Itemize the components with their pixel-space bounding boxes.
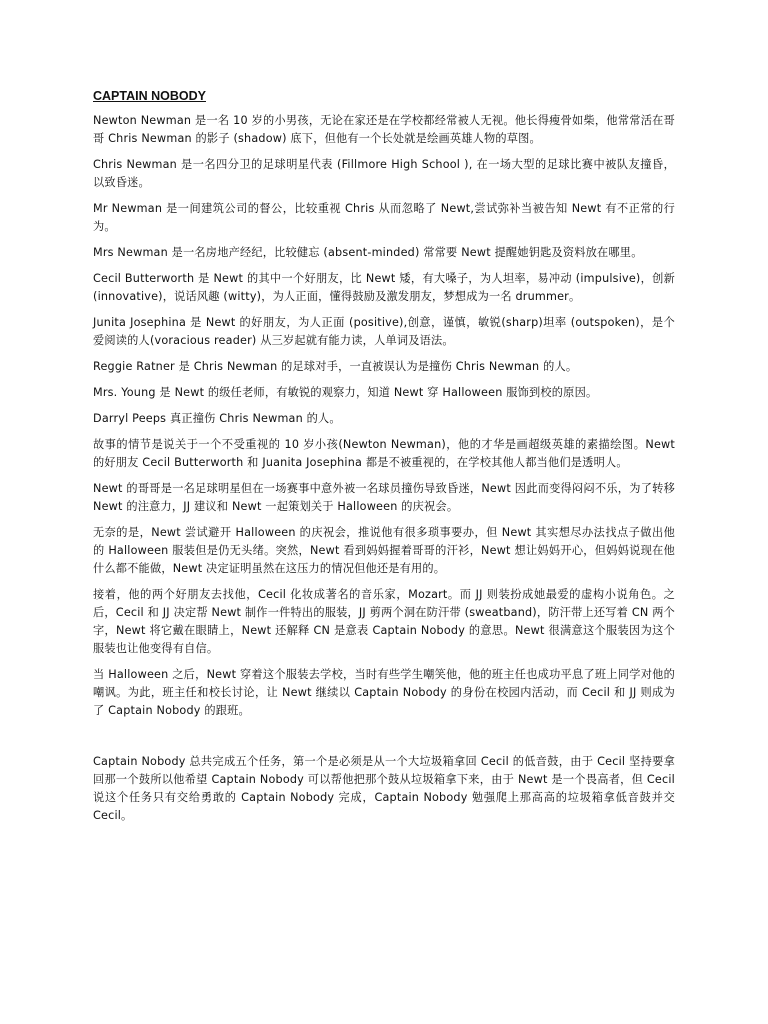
paragraph-spacer (93, 728, 675, 753)
paragraph-chris-newman: Chris Newman 是一名四分卫的足球明星代表 (Fillmore High School ), 在一场大型的足球比赛中被队友撞昏，以致昏迷。 (93, 158, 675, 189)
document-title: CAPTAIN NOBODY (93, 89, 206, 103)
paragraph-cecil-butterworth: Cecil Butterworth 是 Newt 的其中一个好朋友，比 Newt 矮，有大嗓子，为人坦率，易冲动 (impulsive)，创新 (innovative)，说话风趣 (witty)，为人正面，懂得鼓励及激发朋友，梦想成为一名 drummer。 (93, 272, 675, 303)
document-page (93, 88, 675, 833)
paragraph-first-mission: Captain Nobody 总共完成五个任务，第一个是必须是从一个大垃圾箱拿回 Cecil 的低音鼓，由于 Cecil 坚持要拿回那一个鼓所以他希望 Captain Nobody 可以帮他把那个鼓从垃圾箱拿下来，由于 Newt 是一个畏高者，但 Cecil 说这个任务只有交给勇敢的 Captain Nobody 完成，Captain Nobody 勉强爬上那高高的垃圾箱拿低音鼓并交 Cecil。 (93, 755, 675, 822)
paragraph-mrs-newman: Mrs Newman 是一名房地产经纪，比较健忘 (absent-minded) 常常要 Newt 提醒她钥匙及资料放在哪里。 (93, 246, 643, 259)
paragraph-darryl-peeps: Darryl Peeps 真正撞伤 Chris Newman 的人。 (93, 412, 341, 425)
paragraph-plot-intro: 故事的情节是说关于一个不受重视的 10 岁小孩(Newton Newman)，他的才华是画超级英雄的素描绘图。Newt 的好朋友 Cecil Butterworth 和 Juanita Josephina 都是不被重视的，在学校其他人都当他们是透明人。 (93, 438, 675, 469)
paragraph-friends-help: 接着，他的两个好朋友去找他，Cecil 化妆成著名的音乐家，Mozart。而 JJ 则装扮成她最爱的虚构小说角色。之后，Cecil 和 JJ 决定帮 Newt 制作一件特出的服装，JJ 剪两个洞在防汗带 (sweatband)，防汗带上还写着 CN 两个字，Newt 将它戴在眼睛上，Newt 还解释 CN 是意表 Captain Nobody 的意思。Newt 很满意这个服装因为这个服装也让他变得有自信。 (93, 588, 675, 655)
paragraph-newton-newman: Newton Newman 是一名 10 岁的小男孩，无论在家还是在学校都经常被人无视。他长得瘦骨如柴，他常常活在哥哥 Chris Newman 的影子 (shadow) 底下，但他有一个长处就是绘画英雄人物的草图。 (93, 114, 675, 145)
paragraph-junita-josephina: Junita Josephina 是 Newt 的好朋友，为人正面 (positive),创意，谨慎，敏锐(sharp)坦率 (outspoken)，是个爱阅读的人(voracious reader) 从三岁起就有能力读，人单词及语法。 (93, 316, 675, 347)
paragraph-mr-newman: Mr Newman 是一间建筑公司的督公，比较重视 Chris 从而忽略了 Newt,尝试弥补当被告知 Newt 有不正常的行为。 (93, 202, 675, 233)
paragraph-halloween-costume: 无奈的是，Newt 尝试避开 Halloween 的庆祝会，推说他有很多琐事要办，但 Newt 其实想尽办法找点子做出他的 Halloween 服装但是仍无头绪。突然，Newt 看到妈妈握着哥哥的汗衫，Newt 想让妈妈开心，但妈妈说现在他什么都不能做，Newt 决定证明虽然在这压力的情况但他还是有用的。 (93, 526, 675, 575)
paragraph-after-halloween: 当 Halloween 之后，Newt 穿着这个服装去学校，当时有些学生嘲笑他，他的班主任也成功平息了班上同学对他的嘲讽。为此，班主任和校长讨论，让 Newt 继续以 Captain Nobody 的身份在校园内活动，而 Cecil 和 JJ 则成为了 Captain Nobody 的跟班。 (93, 668, 675, 717)
paragraph-brother-injury: Newt 的哥哥是一名足球明星但在一场赛事中意外被一名球员撞伤导致昏迷，Newt 因此而变得闷闷不乐，为了转移 Newt 的注意力，JJ 建议和 Newt 一起策划关于 Halloween 的庆祝会。 (93, 482, 675, 513)
paragraph-mrs-young: Mrs. Young 是 Newt 的级任老师，有敏锐的观察力，知道 Newt 穿 Halloween 服饰到校的原因。 (93, 386, 598, 399)
paragraph-reggie-ratner: Reggie Ratner 是 Chris Newman 的足球对手，一直被误认为是撞伤 Chris Newman 的人。 (93, 360, 578, 373)
